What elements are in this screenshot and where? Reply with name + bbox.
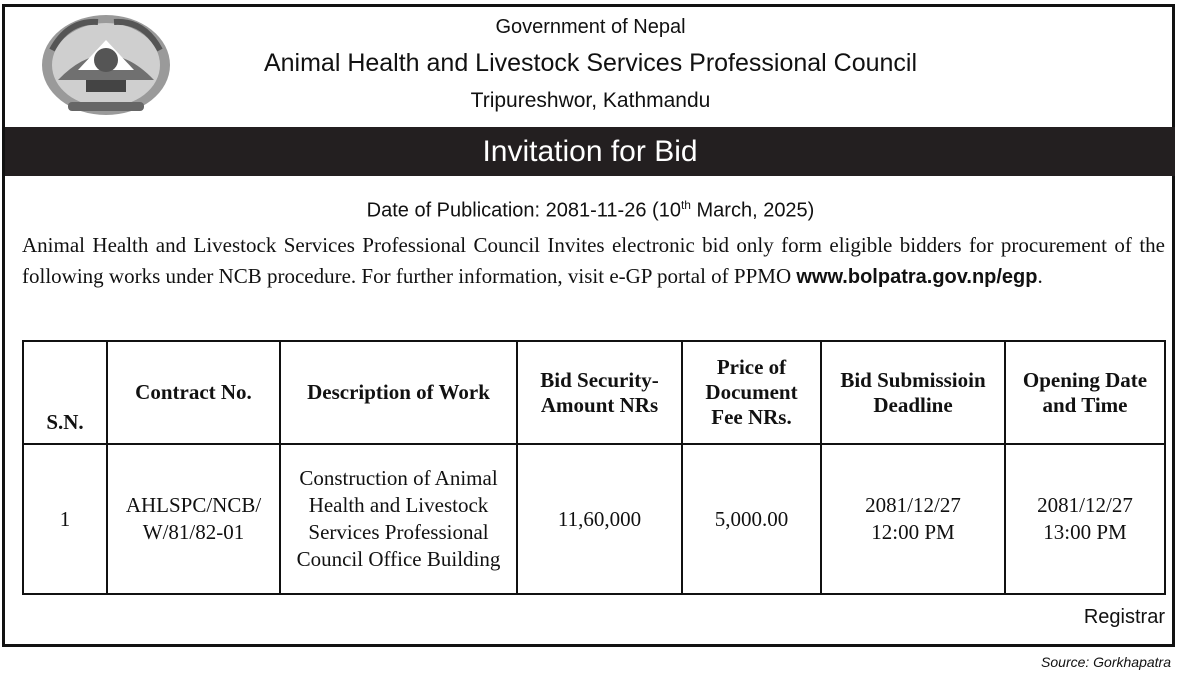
publication-date-bs: 2081-11-26 (545, 199, 647, 222)
cell-document-fee: 5,000.00 (682, 444, 821, 594)
cell-bid-security: 11,60,000 (517, 444, 682, 594)
contract-no-line1: AHLSPC/NCB/ (125, 493, 262, 517)
intro-end: . (1037, 264, 1043, 288)
publication-date-ad-suffix: th (680, 198, 691, 212)
contract-no-line2: W/81/82-01 (142, 520, 245, 544)
header-bid-security: Bid Security-Amount NRs (517, 341, 682, 444)
opening-date: 2081/12/27 (1037, 493, 1133, 517)
publication-label: Date of Publication: (366, 199, 541, 222)
table-header-row (23, 341, 1165, 444)
cell-description: Construction of Animal Health and Livestock Services Professional Council Office Building (280, 444, 517, 594)
header-opening-date: Opening Date and Time (1005, 341, 1165, 444)
table-row (23, 444, 1165, 594)
council-name: Animal Health and Livestock Services Professional Council (263, 49, 918, 77)
intro-text: Animal Health and Livestock Services Professional Council Invites electronic bid only form eligible bidders for procurement of the following works under NCB procedure. For further information, visit e-GP portal of PPMO (22, 233, 1165, 288)
council-address: Tripureshwor, Kathmandu (470, 89, 711, 112)
source-credit: Source: Gorkhapatra (1041, 654, 1171, 670)
publication-date (0, 198, 1181, 223)
intro-paragraph (22, 230, 1165, 293)
cell-opening-date (1005, 444, 1165, 594)
cell-sn: 1 (23, 444, 107, 594)
cell-submission-deadline (821, 444, 1005, 594)
signatory-registrar: Registrar (1083, 606, 1165, 628)
header-contract-no: Contract No. (107, 341, 280, 444)
government-title: Government of Nepal (495, 16, 686, 38)
cell-contract-no (107, 444, 280, 594)
bid-table (22, 340, 1166, 595)
header-sn: S.N. (23, 341, 107, 444)
header-description: Description of Work (280, 341, 517, 444)
publication-date-ad-day: (10 (652, 199, 681, 222)
deadline-time: 12:00 PM (871, 520, 955, 544)
header-submission-deadline: Bid Submissioin Deadline (821, 341, 1005, 444)
egp-portal-link[interactable]: www.bolpatra.gov.np/egp (796, 266, 1038, 288)
opening-time: 13:00 PM (1043, 520, 1127, 544)
publication-date-ad-rest: March, 2025) (690, 199, 815, 222)
deadline-date: 2081/12/27 (865, 493, 961, 517)
header-document-fee: Price of Document Fee NRs. (682, 341, 821, 444)
notice-title-banner: Invitation for Bid (5, 127, 1175, 176)
